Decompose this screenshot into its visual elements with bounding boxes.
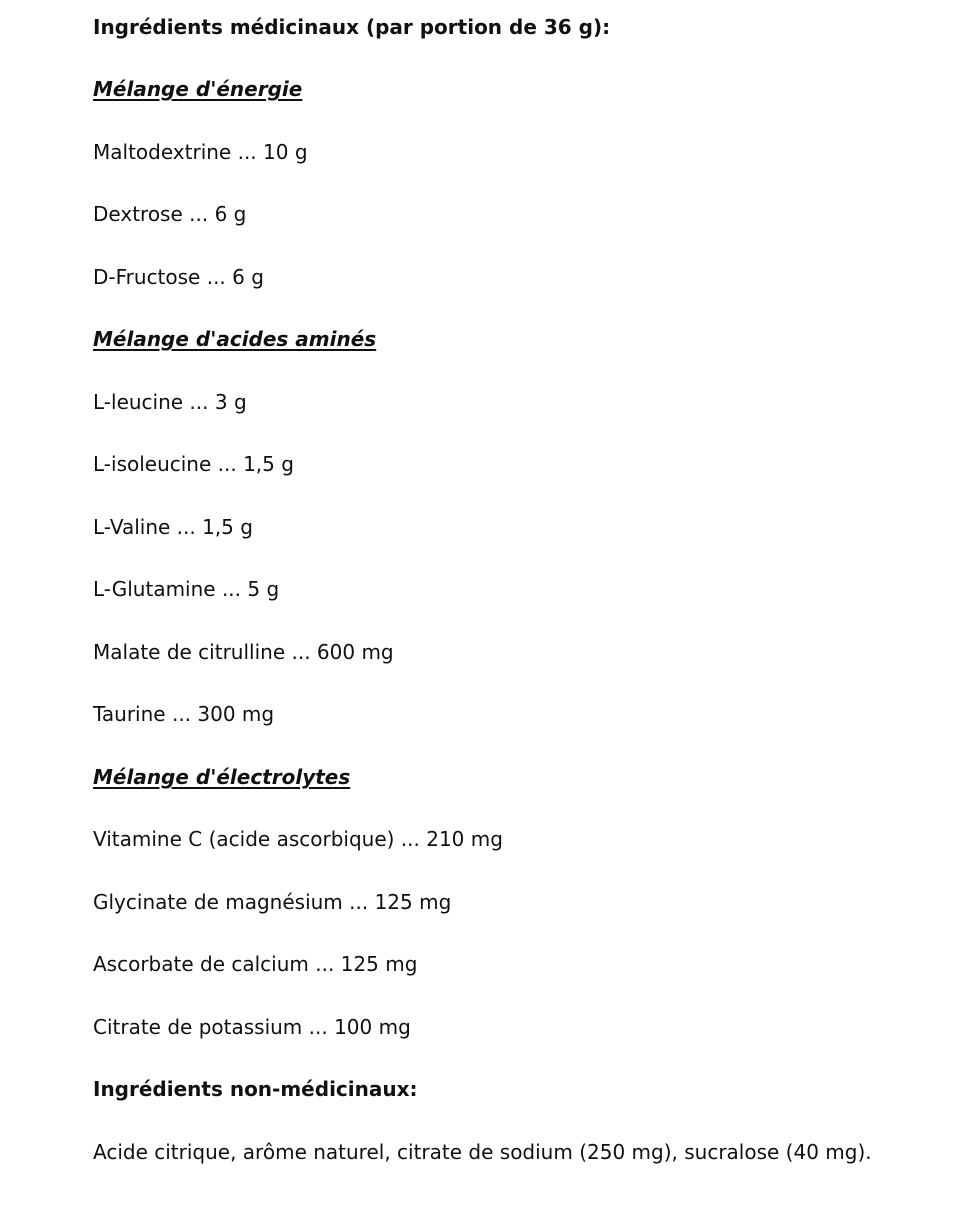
ingredient-item: Glycinate de magnésium ... 125 mg	[93, 890, 452, 914]
ingredient-item: Dextrose ... 6 g	[93, 202, 247, 226]
section-title-electrolyte-blend: Mélange d'électrolytes	[93, 765, 351, 789]
ingredient-item: D-Fructose ... 6 g	[93, 265, 264, 289]
ingredient-item: Taurine ... 300 mg	[93, 702, 275, 726]
ingredient-item: L-Valine ... 1,5 g	[93, 515, 253, 539]
ingredient-item: Citrate de potassium ... 100 mg	[93, 1015, 411, 1039]
ingredient-item: L-isoleucine ... 1,5 g	[93, 452, 294, 476]
ingredient-item: Maltodextrine ... 10 g	[93, 140, 308, 164]
ingredient-item: Malate de citrulline ... 600 mg	[93, 640, 394, 664]
ingredient-item: Vitamine C (acide ascorbique) ... 210 mg	[93, 827, 503, 851]
ingredient-item: Ascorbate de calcium ... 125 mg	[93, 952, 418, 976]
medicinal-ingredients-heading: Ingrédients médicinaux (par portion de 36 g):	[93, 15, 611, 39]
ingredient-item: L-Glutamine ... 5 g	[93, 577, 280, 601]
section-title-amino-acid-blend: Mélange d'acides aminés	[93, 327, 377, 351]
section-title-energy-blend: Mélange d'énergie	[93, 77, 303, 101]
non-medicinal-ingredients-text: Acide citrique, arôme naturel, citrate de sodium (250 mg), sucralose (40 mg).	[93, 1140, 872, 1164]
non-medicinal-ingredients-heading: Ingrédients non-médicinaux:	[93, 1077, 418, 1101]
ingredient-item: L-leucine ... 3 g	[93, 390, 247, 414]
